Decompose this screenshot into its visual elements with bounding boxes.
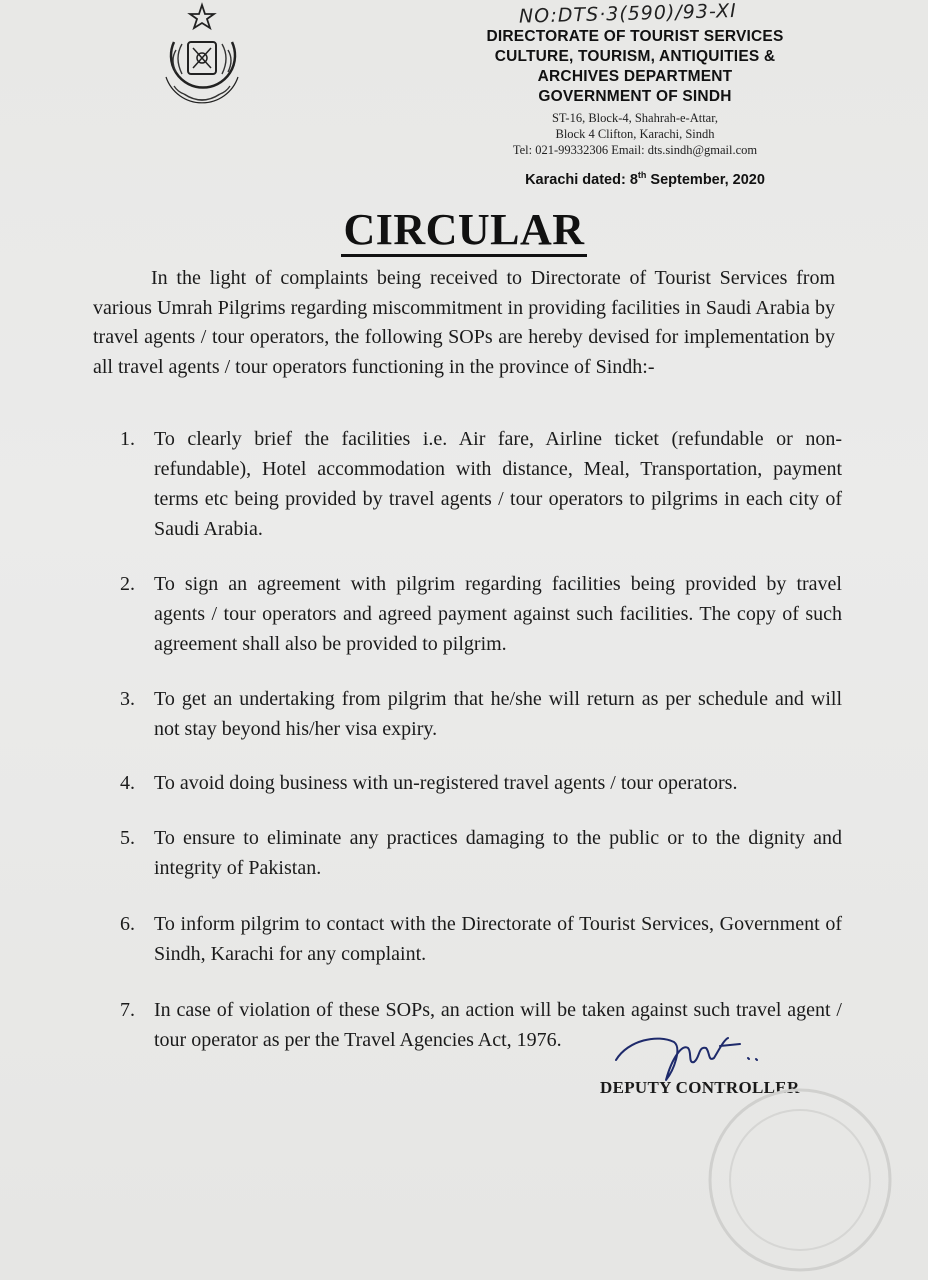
- list-item-number: 4.: [120, 772, 135, 794]
- list-item-number: 2.: [120, 573, 135, 595]
- contact-line: Tel: 021-99332306 Email: dts.sindh@gmail.com: [512, 143, 758, 157]
- list-item: [120, 569, 842, 659]
- date-line: [480, 170, 810, 188]
- letterhead-line-3: ARCHIVES DEPARTMENT: [537, 68, 733, 85]
- list-item: [120, 684, 842, 744]
- letterhead-line-1: DIRECTORATE OF TOURIST SERVICES: [486, 28, 784, 45]
- list-item: [120, 823, 842, 883]
- list-item: [120, 909, 842, 969]
- address-line-2: Block 4 Clifton, Karachi, Sindh: [555, 127, 715, 141]
- list-item-number: 1.: [120, 428, 135, 450]
- letterhead-line-2: CULTURE, TOURISM, ANTIQUITIES &: [494, 48, 776, 65]
- designation: DEPUTY CONTROLLER: [600, 1078, 800, 1097]
- list-item-text: In case of violation of these SOPs, an action will be taken against such travel agent / tour operator as per the Travel Agencies Act, 1976.: [154, 999, 842, 1051]
- sop-list: [120, 424, 842, 1055]
- list-item: [120, 768, 842, 798]
- date-superscript: th: [637, 170, 647, 180]
- title-text: CIRCULAR: [341, 205, 586, 257]
- page-title: [0, 204, 928, 255]
- list-item-text: To get an undertaking from pilgrim that he/she will return as per schedule and will not stay beyond his/her visa expiry.: [154, 688, 842, 740]
- list-item-number: 3.: [120, 688, 135, 710]
- list-item-number: 5.: [120, 827, 135, 849]
- list-item: [120, 424, 842, 544]
- reference-number: NO:DTS·3(590)/93-XI: [518, 0, 738, 28]
- list-item-number: 7.: [120, 999, 135, 1021]
- date-prefix: Karachi dated: 8: [525, 171, 638, 188]
- intro-paragraph: In the light of complaints being received to Directorate of Tourist Services from various Umrah Pilgrims regarding miscommitment in providing facilities in Saudi Arabia by travel agents / tour operators, the following SOPs are hereby devised for implementation by all travel agents / tour operators functioning in the province of Sindh:-: [93, 267, 835, 378]
- list-item-text: To inform pilgrim to contact with the Directorate of Tourist Services, Government of Sindh, Karachi for any complaint.: [154, 913, 842, 965]
- list-item-text: To clearly brief the facilities i.e. Air fare, Airline ticket (refundable or non-refundable), Hotel accommodation with distance, Meal, Transportation, payment terms etc being provided by travel agents / tour operators to pilgrims in each city of Saudi Arabia.: [154, 428, 842, 540]
- list-item-number: 6.: [120, 913, 135, 935]
- date-suffix: September, 2020: [646, 171, 765, 188]
- list-item-text: To avoid doing business with un-registered travel agents / tour operators.: [154, 772, 738, 794]
- letterhead-line-4: GOVERNMENT OF SINDH: [538, 88, 732, 105]
- list-item-text: To sign an agreement with pilgrim regarding facilities being provided by travel agents / tour operators and agreed payment against such facilities. The copy of such agreement shall also be provided to pilgrim.: [154, 573, 842, 655]
- address-line-1: ST-16, Block-4, Shahrah-e-Attar,: [551, 111, 718, 125]
- sindh-emblem-icon: [146, 2, 258, 114]
- faint-stamp-icon: [700, 1080, 900, 1280]
- letterhead: [440, 27, 830, 158]
- list-item-text: To ensure to eliminate any practices damaging to the public or to the dignity and integrity of Pakistan.: [154, 827, 842, 879]
